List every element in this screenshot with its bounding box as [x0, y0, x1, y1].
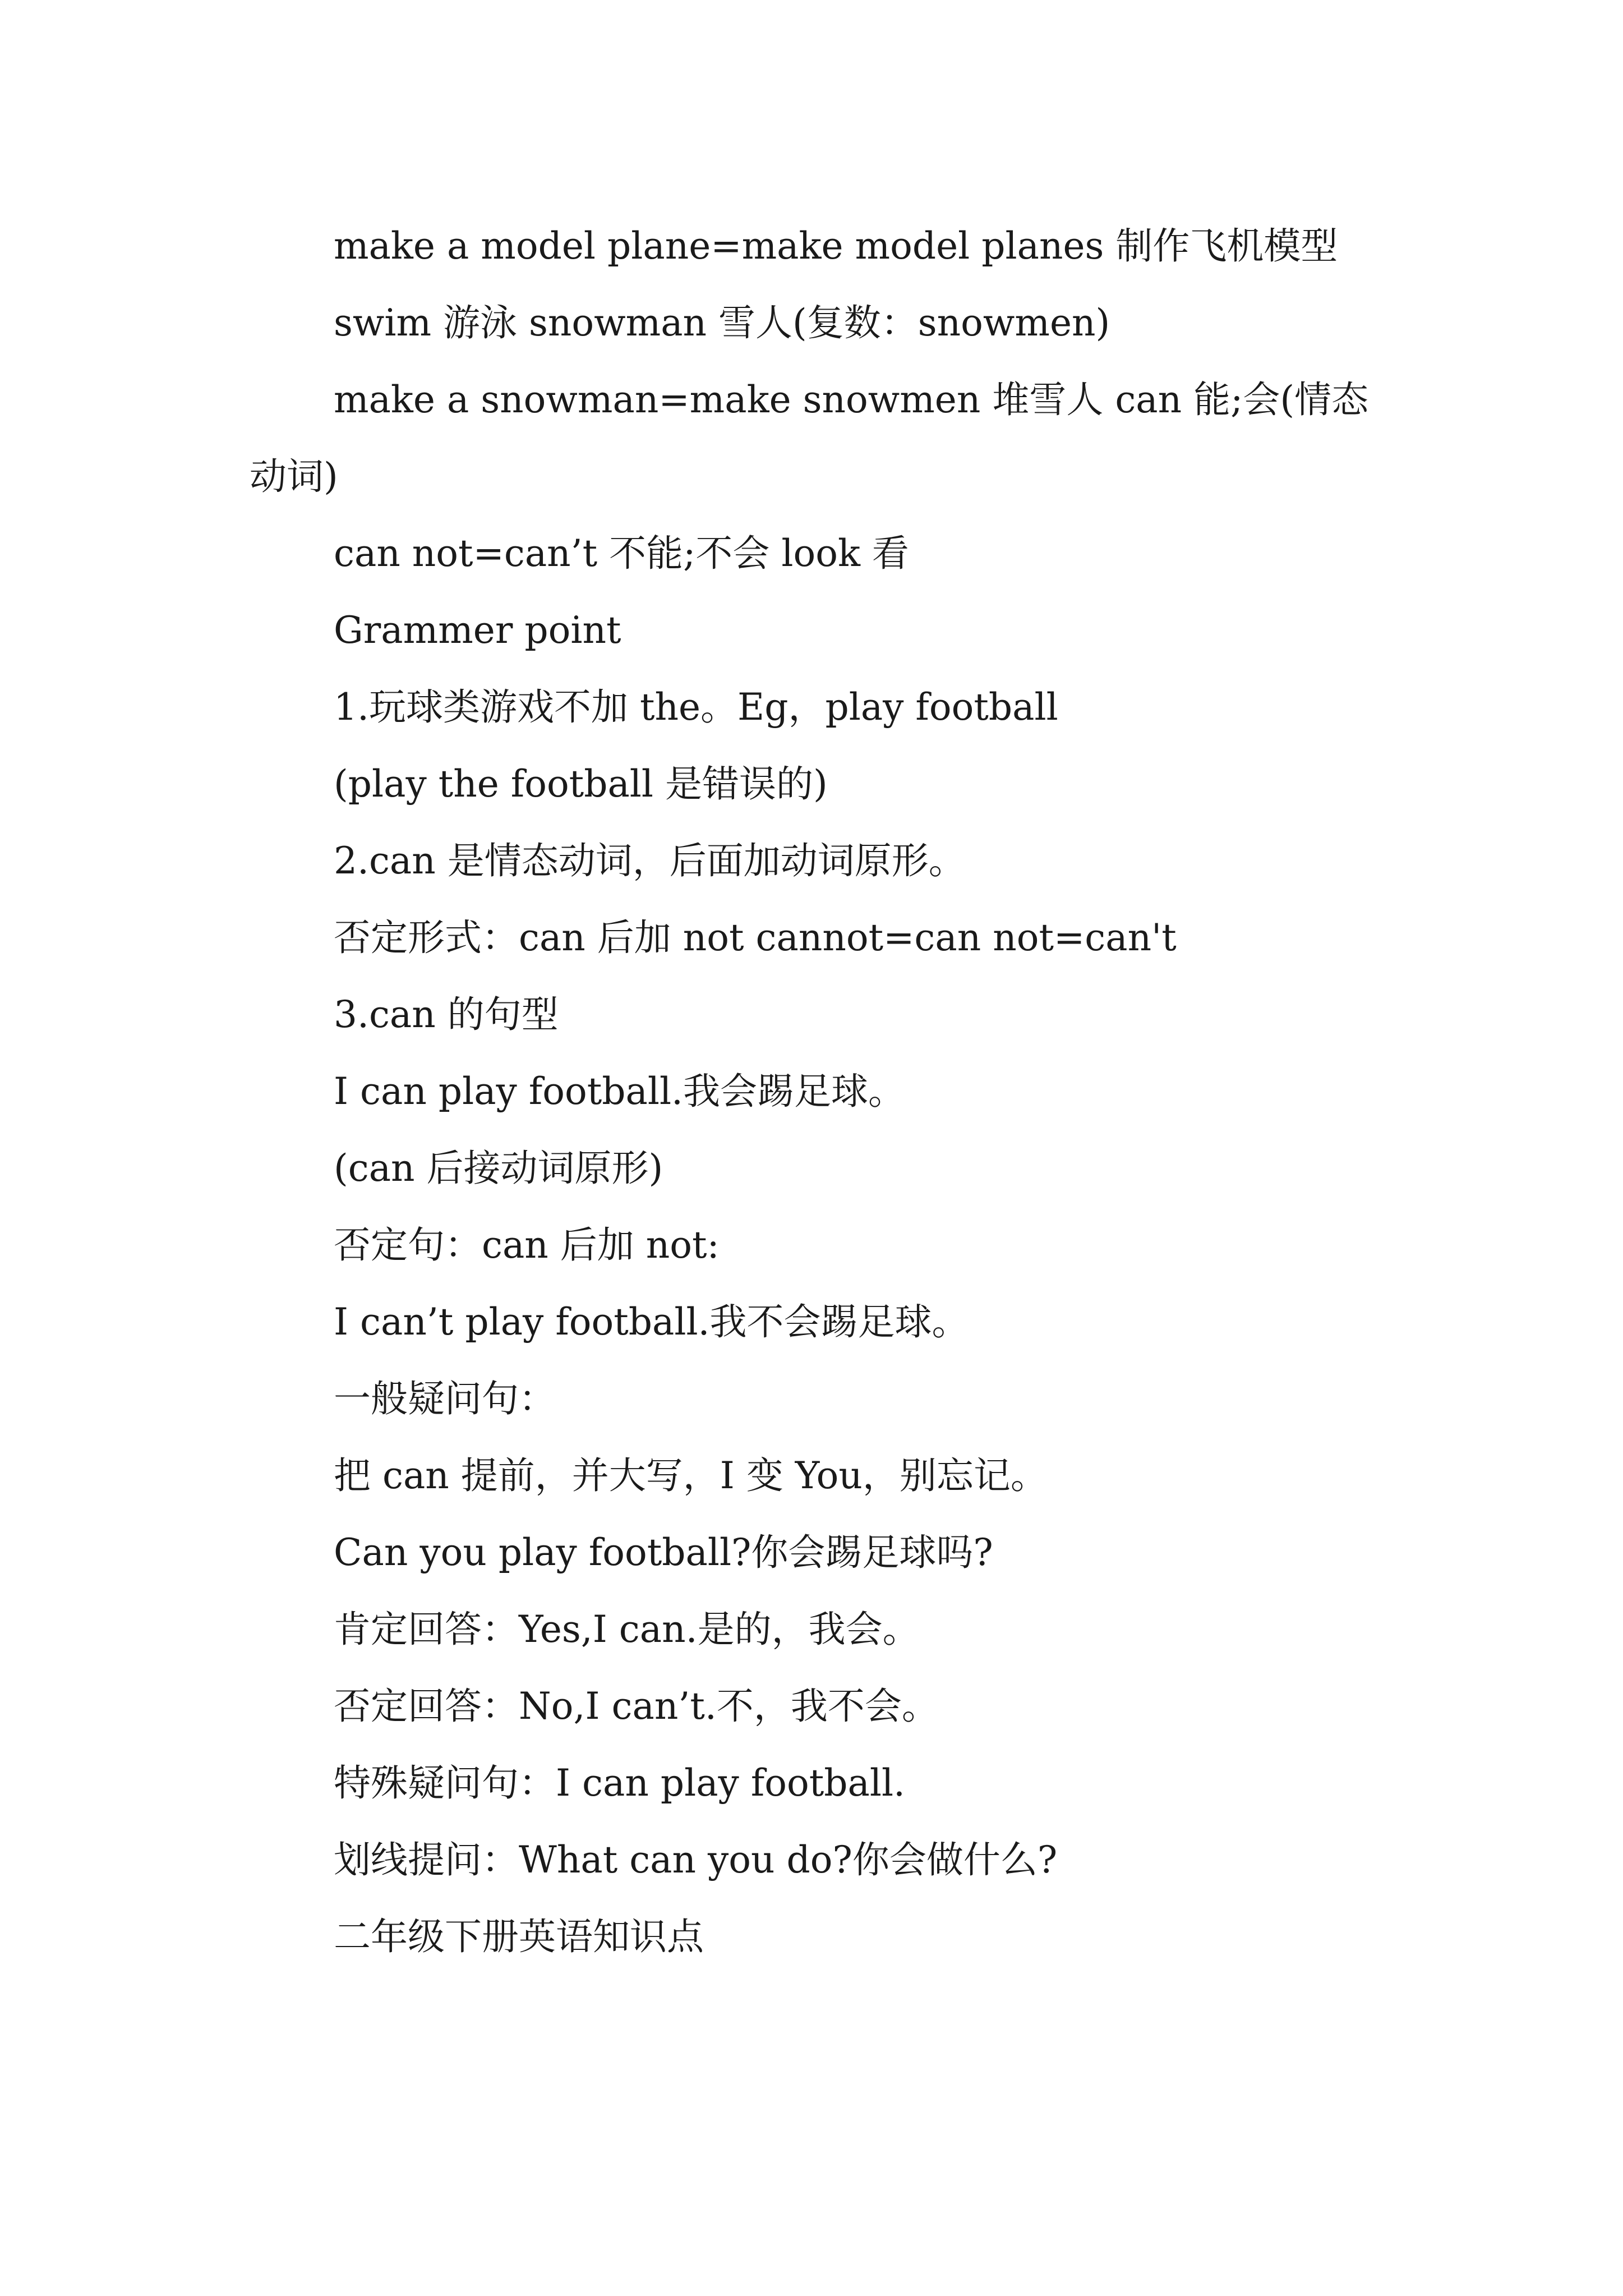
- paragraph-grammar-1: 1.玩球类游戏不加 the。Eg，play football: [334, 685, 1058, 729]
- paragraph-example-negative: I can’t play football.我不会踢足球。: [334, 1300, 969, 1343]
- paragraph-vocab-model-plane: make a model plane=make model planes 制作飞机模型: [334, 224, 1338, 268]
- paragraph-special-question: 特殊疑问句：I can play football.: [334, 1761, 906, 1805]
- paragraph-example-note: (can 后接动词原形): [334, 1147, 663, 1190]
- paragraph-positive-answer: 肯定回答：Yes,I can.是的，我会。: [334, 1608, 920, 1651]
- paragraph-grammar-2: 2.can 是情态动词，后面加动词原形。: [334, 839, 966, 882]
- paragraph-vocab-cannot-look: can not=can’t 不能;不会 look 看: [334, 532, 909, 575]
- paragraph-negative-answer: 否定回答：No,I can’t.不，我不会。: [334, 1685, 939, 1728]
- paragraph-grammar-3: 3.can 的句型: [334, 993, 559, 1036]
- paragraph-general-question: 一般疑问句：: [334, 1377, 556, 1420]
- paragraph-grade-two-heading: 二年级下册英语知识点: [334, 1915, 704, 1958]
- document-body: [250, 208, 1394, 1975]
- paragraph-vocab-swim-snowman: swim 游泳 snowman 雪人(复数：snowmen): [334, 301, 1110, 344]
- paragraph-negative-form: 否定形式：can 后加 not cannot=can not=can't: [334, 916, 1177, 959]
- paragraph-example-question: Can you play football?你会踢足球吗?: [334, 1531, 993, 1574]
- paragraph-negative-sentence: 否定句：can 后加 not:: [334, 1223, 720, 1267]
- paragraph-grammar-1-note: (play the football 是错误的): [334, 762, 828, 806]
- paragraph-underline-question: 划线提问：What can you do?你会做什么?: [334, 1838, 1058, 1881]
- paragraph-question-rule: 把 can 提前，并大写，I 变 You，别忘记。: [334, 1454, 1048, 1497]
- section-heading-grammar-point: Grammer point: [334, 609, 621, 652]
- paragraph-example-affirmative: I can play football.我会踢足球。: [334, 1070, 906, 1113]
- paragraph-vocab-make-snowman-can: make a snowman=make snowmen 堆雪人 can 能;会(情态动词): [250, 378, 1369, 498]
